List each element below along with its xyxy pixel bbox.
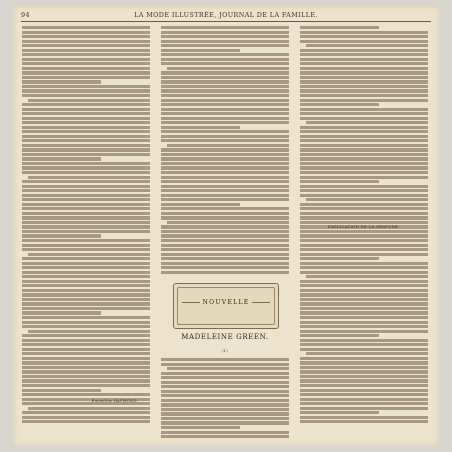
text-line	[22, 234, 101, 237]
page-number: 94	[21, 11, 30, 19]
text-line	[22, 85, 150, 88]
text-line	[22, 284, 150, 287]
text-line	[161, 121, 289, 124]
text-line	[300, 253, 428, 256]
text-line	[22, 166, 150, 169]
text-line	[22, 384, 150, 387]
text-line	[300, 176, 428, 179]
text-line	[22, 194, 150, 197]
text-line	[300, 407, 428, 410]
text-line	[22, 76, 150, 79]
text-line	[161, 225, 289, 228]
text-line	[22, 298, 150, 301]
text-line	[300, 108, 428, 111]
text-line	[300, 370, 428, 373]
text-line	[300, 234, 428, 237]
text-line	[22, 212, 150, 215]
text-line	[300, 244, 428, 247]
text-line	[161, 431, 289, 434]
text-line	[300, 266, 428, 269]
text-column-left	[22, 26, 150, 440]
text-line	[161, 166, 289, 169]
text-line	[161, 89, 289, 92]
text-line	[300, 375, 428, 378]
text-line	[22, 80, 101, 83]
text-line	[22, 389, 101, 392]
text-line	[161, 99, 289, 102]
text-line	[22, 370, 150, 373]
author-signature: Emmeline RAYMOND.	[91, 398, 138, 403]
text-line	[161, 180, 289, 183]
text-line	[300, 379, 428, 382]
text-line	[161, 212, 289, 215]
text-line	[300, 316, 428, 319]
text-line	[161, 148, 289, 151]
text-line	[161, 103, 289, 106]
text-line	[306, 352, 428, 355]
text-line	[22, 148, 150, 151]
text-line	[300, 203, 428, 206]
text-line	[22, 198, 150, 201]
text-line	[300, 248, 428, 251]
text-line	[300, 420, 428, 423]
text-line	[300, 343, 428, 346]
text-line	[300, 416, 428, 419]
text-line	[28, 99, 150, 102]
story-title: MADELEINE GREEN.	[181, 333, 269, 341]
text-line	[22, 316, 150, 319]
text-line	[22, 117, 150, 120]
text-line	[300, 212, 428, 215]
text-line	[300, 162, 428, 165]
text-line	[300, 298, 428, 301]
text-line	[161, 381, 289, 384]
text-line	[300, 76, 428, 79]
text-line	[306, 44, 428, 47]
text-line	[300, 330, 428, 333]
text-line	[300, 289, 428, 292]
text-line	[161, 189, 289, 192]
text-line	[22, 307, 150, 310]
text-line	[161, 385, 289, 388]
text-line	[161, 126, 240, 129]
text-line	[161, 216, 289, 219]
text-line	[22, 420, 150, 423]
text-line	[22, 130, 150, 133]
text-line	[22, 203, 150, 206]
text-line	[161, 62, 289, 65]
text-line	[22, 339, 150, 342]
text-line	[22, 248, 150, 251]
text-line	[22, 89, 150, 92]
text-line	[300, 117, 428, 120]
text-line	[300, 366, 428, 369]
text-line	[161, 35, 289, 38]
text-line	[161, 80, 289, 83]
text-line	[161, 194, 289, 197]
text-line	[161, 248, 289, 251]
text-line	[300, 94, 428, 97]
text-line	[300, 40, 428, 43]
text-line	[22, 334, 150, 337]
text-line	[22, 121, 150, 124]
text-line	[161, 394, 289, 397]
text-line	[300, 126, 428, 129]
text-line	[300, 130, 428, 133]
text-line	[22, 171, 150, 174]
text-line	[22, 257, 150, 260]
text-line	[161, 53, 289, 56]
text-line	[161, 403, 289, 406]
text-line	[161, 421, 289, 424]
text-line	[300, 339, 428, 342]
text-line	[161, 435, 289, 438]
header-rule	[21, 21, 431, 22]
text-line	[161, 71, 289, 74]
text-line	[22, 271, 150, 274]
text-line	[22, 275, 150, 278]
text-line	[22, 239, 150, 242]
story-part: (I.)	[222, 349, 228, 353]
text-line	[300, 293, 428, 296]
text-line	[300, 144, 428, 147]
text-line	[300, 67, 428, 70]
text-line	[300, 58, 428, 61]
text-line	[300, 153, 428, 156]
text-line	[22, 230, 150, 233]
section-label: NOUVELLE	[202, 299, 250, 306]
text-line	[306, 121, 428, 124]
text-line	[161, 408, 289, 411]
text-line	[22, 31, 150, 34]
text-line	[300, 166, 428, 169]
text-line	[306, 198, 428, 201]
text-line	[22, 280, 150, 283]
text-line	[161, 157, 289, 160]
text-line	[22, 94, 150, 97]
text-line	[22, 62, 150, 65]
text-line	[22, 103, 150, 106]
page-header	[21, 11, 431, 20]
text-line	[22, 53, 150, 56]
text-line	[300, 49, 428, 52]
text-line	[300, 271, 428, 274]
text-line	[22, 207, 150, 210]
text-line	[300, 139, 428, 142]
text-line	[300, 35, 428, 38]
text-line	[300, 185, 428, 188]
text-line	[161, 108, 289, 111]
text-line	[161, 94, 289, 97]
text-line	[161, 271, 289, 274]
text-line	[161, 230, 289, 233]
text-line	[22, 266, 150, 269]
text-line	[300, 171, 428, 174]
text-line	[22, 352, 150, 355]
text-line	[300, 384, 428, 387]
text-line	[300, 26, 379, 29]
text-line	[161, 412, 289, 415]
text-line	[300, 62, 428, 65]
text-line	[161, 153, 289, 156]
text-line	[22, 185, 150, 188]
text-line	[300, 284, 428, 287]
text-line	[300, 189, 428, 192]
text-line	[22, 357, 150, 360]
text-line	[22, 393, 150, 396]
text-line	[300, 307, 428, 310]
text-line	[300, 411, 379, 414]
text-line	[161, 262, 289, 265]
text-line	[28, 330, 150, 333]
text-line	[22, 44, 150, 47]
text-column-middle	[161, 26, 289, 286]
text-line	[161, 253, 289, 256]
text-line	[22, 58, 150, 61]
text-line	[300, 262, 428, 265]
text-line	[161, 58, 289, 61]
text-line	[300, 148, 428, 151]
text-line	[22, 135, 150, 138]
text-line	[306, 275, 428, 278]
text-line	[161, 266, 289, 269]
text-line	[22, 67, 150, 70]
text-line	[22, 348, 150, 351]
story-text	[161, 358, 289, 440]
text-line	[161, 417, 289, 420]
engraving-explanation-heading: EXPLICATION DE LA GRAVURE	[327, 224, 399, 229]
text-line	[300, 357, 428, 360]
text-line	[300, 311, 428, 314]
text-line	[161, 40, 289, 43]
text-line	[22, 71, 150, 74]
text-line	[22, 293, 150, 296]
text-line	[22, 361, 150, 364]
text-line	[300, 302, 428, 305]
text-line	[300, 80, 428, 83]
text-line	[300, 321, 428, 324]
text-line	[22, 108, 150, 111]
text-line	[300, 348, 428, 351]
text-line	[167, 367, 289, 370]
text-line	[22, 311, 101, 314]
text-line	[22, 139, 150, 142]
text-line	[28, 176, 150, 179]
text-line	[161, 76, 289, 79]
text-line	[161, 176, 289, 179]
text-line	[28, 407, 150, 410]
text-line	[22, 416, 150, 419]
text-line	[22, 375, 150, 378]
text-line	[161, 198, 289, 201]
text-line	[161, 26, 289, 29]
text-line	[161, 244, 289, 247]
text-line	[300, 361, 428, 364]
text-line	[28, 253, 150, 256]
text-line	[22, 180, 150, 183]
text-line	[22, 244, 150, 247]
text-line	[300, 334, 379, 337]
text-line	[300, 280, 428, 283]
text-line	[161, 426, 240, 429]
text-line	[161, 185, 289, 188]
text-line	[22, 289, 150, 292]
text-line	[22, 144, 150, 147]
text-line	[22, 221, 150, 224]
text-line	[161, 49, 240, 52]
text-line	[300, 194, 428, 197]
text-line	[161, 130, 289, 133]
text-line	[161, 117, 289, 120]
text-line	[300, 71, 428, 74]
text-line	[161, 135, 289, 138]
text-line	[167, 144, 289, 147]
text-line	[161, 239, 289, 242]
text-line	[22, 216, 150, 219]
text-line	[161, 207, 289, 210]
text-line	[22, 35, 150, 38]
text-line	[22, 379, 150, 382]
text-line	[300, 230, 428, 233]
text-line	[22, 26, 150, 29]
text-line	[300, 389, 428, 392]
text-line	[300, 402, 428, 405]
text-line	[167, 221, 289, 224]
text-line	[167, 67, 289, 70]
text-line	[300, 216, 428, 219]
text-line	[300, 85, 428, 88]
text-line	[161, 358, 289, 361]
text-line	[300, 103, 379, 106]
newspaper-page	[13, 6, 439, 446]
text-line	[300, 112, 428, 115]
text-line	[161, 162, 289, 165]
text-line	[22, 162, 150, 165]
text-line	[300, 207, 428, 210]
section-cartouche	[173, 283, 279, 329]
text-line	[300, 257, 379, 260]
text-line	[300, 99, 428, 102]
text-line	[161, 203, 240, 206]
text-line	[22, 302, 150, 305]
text-line	[22, 366, 150, 369]
text-line	[161, 234, 289, 237]
text-line	[22, 262, 150, 265]
text-line	[22, 321, 150, 324]
text-line	[161, 257, 289, 260]
text-line	[161, 85, 289, 88]
text-line	[22, 153, 150, 156]
text-line	[300, 325, 428, 328]
text-line	[300, 157, 428, 160]
text-line	[22, 49, 150, 52]
text-line	[161, 372, 289, 375]
text-column-right	[300, 26, 428, 440]
text-line	[161, 171, 289, 174]
text-line	[300, 239, 428, 242]
text-line	[22, 411, 150, 414]
text-line	[22, 40, 150, 43]
text-line	[300, 135, 428, 138]
text-line	[22, 112, 150, 115]
text-line	[22, 225, 150, 228]
text-line	[22, 189, 150, 192]
text-line	[161, 44, 289, 47]
text-line	[300, 393, 428, 396]
text-line	[300, 53, 428, 56]
text-line	[161, 31, 289, 34]
text-line	[300, 31, 428, 34]
text-line	[300, 398, 428, 401]
text-line	[161, 390, 289, 393]
journal-title: LA MODE ILLUSTRÉE, JOURNAL DE LA FAMILLE.	[134, 11, 318, 19]
text-line	[22, 343, 150, 346]
text-line	[300, 89, 428, 92]
text-line	[22, 325, 150, 328]
text-line	[161, 399, 289, 402]
text-line	[161, 139, 289, 142]
text-line	[161, 363, 289, 366]
text-line	[22, 126, 150, 129]
text-line	[22, 157, 101, 160]
text-line	[161, 376, 289, 379]
cartouche-frame	[177, 287, 275, 325]
text-line	[300, 180, 379, 183]
text-line	[161, 112, 289, 115]
